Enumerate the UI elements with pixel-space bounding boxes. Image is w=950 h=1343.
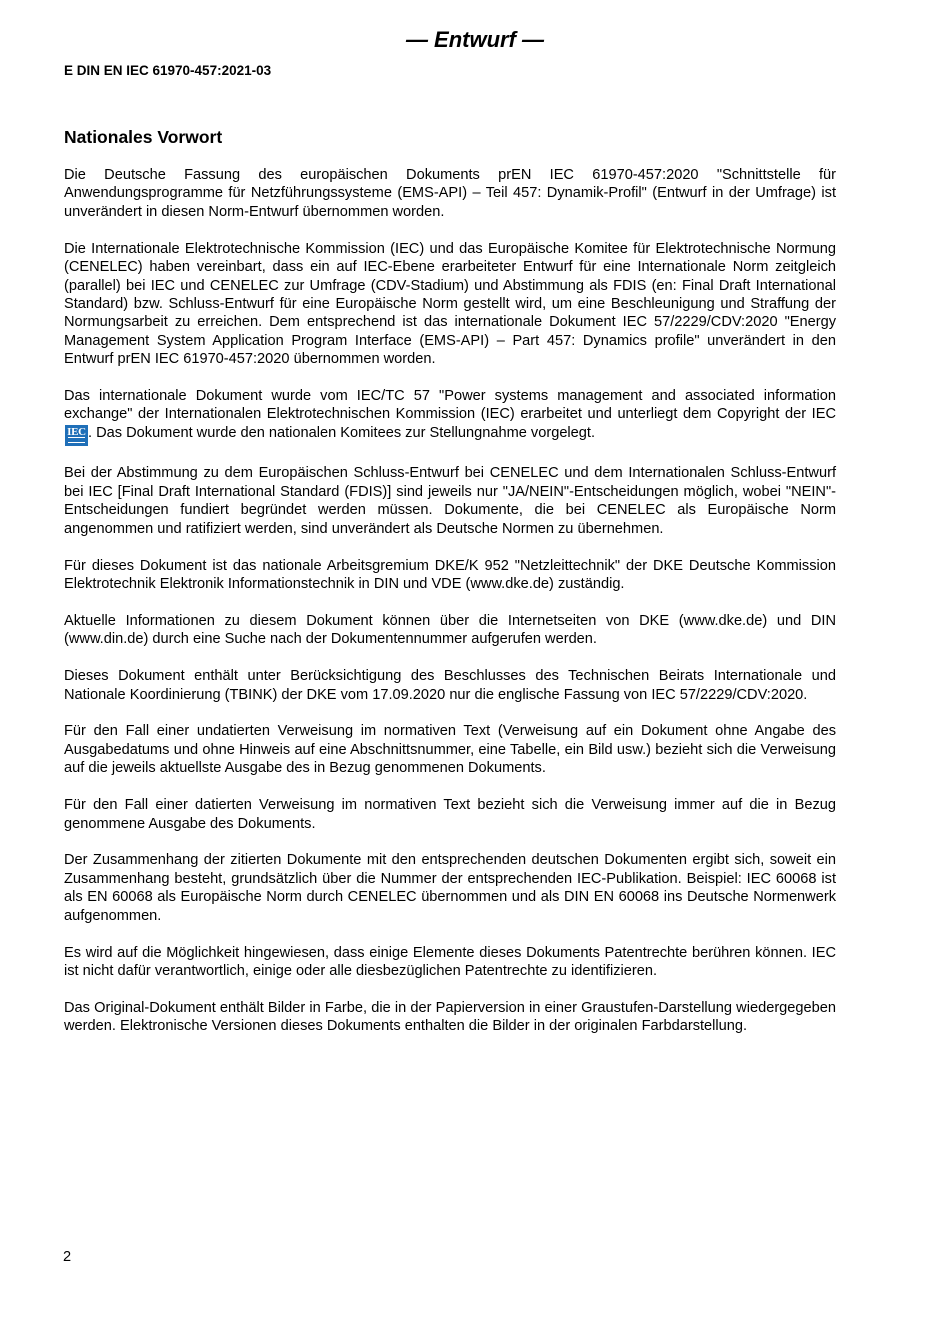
paragraph: Das Original-Dokument enthält Bilder in Farbe, die in der Papierversion in einer Graustufen-Darstellung wiedergegeben werden. Elektronische Versionen dieses Dokuments enthalten die Bilder in der originalen Farbdarstellung. bbox=[64, 999, 836, 1035]
draft-label: — Entwurf — bbox=[405, 27, 545, 52]
copyright-paragraph bbox=[64, 387, 836, 446]
paragraph: Dieses Dokument enthält unter Berücksichtigung des Beschlusses des Technischen Beirats Internationale und Nationale Koordinierung (TBINK) der DKE vom 17.09.2020 nur die englische Fassung von IEC 57/2229/CDV:2020. bbox=[64, 668, 836, 703]
document-number: E DIN EN IEC 61970-457:2021-03 bbox=[64, 63, 272, 78]
page-number: 2 bbox=[63, 1249, 72, 1265]
paragraph: Die Deutsche Fassung des europäischen Dokuments prEN IEC 61970-457:2020 "Schnittstelle für Anwendungsprogramme für Netzführungssysteme (EMS-API) – Teil 457: Dynamik-Profil" (Entwurf in der Umfrage) ist unverändert in diesen Norm-Entwurf übernommen worden. bbox=[64, 167, 836, 220]
copyright-text-after: . Das Dokument wurde den nationalen Komitees zur Stellungnahme vorgelegt. bbox=[88, 424, 596, 441]
paragraph: Die Internationale Elektrotechnische Kommission (IEC) und das Europäische Komitee für Elektrotechnische Normung (CENELEC) haben vereinbart, dass ein auf IEC-Ebene erarbeiteter Entwurf für eine Internationale Norm zeitgleich (parallel) bei IEC und CENELEC zur Umfrage (CDV-Stadium) und Abstimmung als FDIS (en: Final Draft International Standard) bzw. Schluss-Entwurf für eine Europäische Norm gestellt wird, um eine Beschleunigung und Straffung der Normungsarbeit zu erreichen. Dem entsprechend ist das internationale Dokument IEC 57/2229/CDV:2020 "Energy Management System Application Program Interface (EMS-API) – Part 457: Dynamics profile" unverändert in den Entwurf prEN IEC 61970-457:2020 übernommen worden. bbox=[64, 240, 836, 368]
copyright-text-before: Das internationale Dokument wurde vom IEC/TC 57 "Power systems management and associated information exchange" der Internationalen Elektrotechnischen Kommission (IEC) erarbeitet und unterliegt dem Copyright der IEC bbox=[64, 388, 836, 423]
paragraph: Der Zusammenhang der zitierten Dokumente mit den entsprechenden deutschen Dokumenten ergibt sich, soweit ein Zusammenhang besteht, grundsätzlich über die Nummer der entsprechenden IEC-Publikation. Beispiel: IEC 60068 ist als EN 60068 als Europäische Norm durch CENELEC übernommen und als DIN EN 60068 ins Deutsche Normenwerk aufgenommen. bbox=[64, 852, 836, 924]
paragraph: Für den Fall einer datierten Verweisung im normativen Text bezieht sich die Verweisung immer auf die in Bezug genommene Ausgabe des Dokuments. bbox=[64, 797, 836, 832]
paragraph: Bei der Abstimmung zu dem Europäischen Schluss-Entwurf bei CENELEC und dem Internationalen Schluss-Entwurf bei IEC [Final Draft International Standard (FDIS)] sind jeweils nur "JA/NEIN"-Entscheidungen möglich, wobei "NEIN"-Entscheidungen fundiert begründet werden müssen. Dokumente, die bei CENELEC als Europäische Norm angenommen und ratifiziert werden, sind unverändert als Deutsche Normen zu übernehmen. bbox=[64, 465, 836, 537]
paragraph: Für dieses Dokument ist das nationale Arbeitsgremium DKE/K 952 "Netzleittechnik" der DKE Deutsche Kommission Elektrotechnik Elektronik Informationstechnik in DIN und VDE (www.dke.de) zuständig. bbox=[64, 557, 836, 592]
paragraph: Für den Fall einer undatierten Verweisung im normativen Text (Verweisung auf ein Dokument ohne Angabe des Ausgabedatums und ohne Hinweis auf eine Abschnittsnummer, eine Tabelle, ein Bild usw.) bezieht sich die Verweisung auf die jeweils aktuellste Ausgabe des in Bezug genommenen Dokuments. bbox=[64, 723, 836, 777]
paragraph: Aktuelle Informationen zu diesem Dokument können über die Internetseiten von DKE (www.dke.de) und DIN (www.din.de) durch eine Suche nach der Dokumentennummer aufgerufen werden. bbox=[64, 612, 836, 648]
section-title: Nationales Vorwort bbox=[64, 127, 223, 147]
foreword-body bbox=[64, 166, 836, 1054]
iec-logo-icon: IEC bbox=[65, 425, 88, 446]
paragraph: Es wird auf die Möglichkeit hingewiesen, dass einige Elemente dieses Dokuments Patentrechte berühren können. IEC ist nicht dafür verantwortlich, einige oder alle diesbezüglichen Patentrechte zu identifizieren. bbox=[64, 944, 836, 979]
